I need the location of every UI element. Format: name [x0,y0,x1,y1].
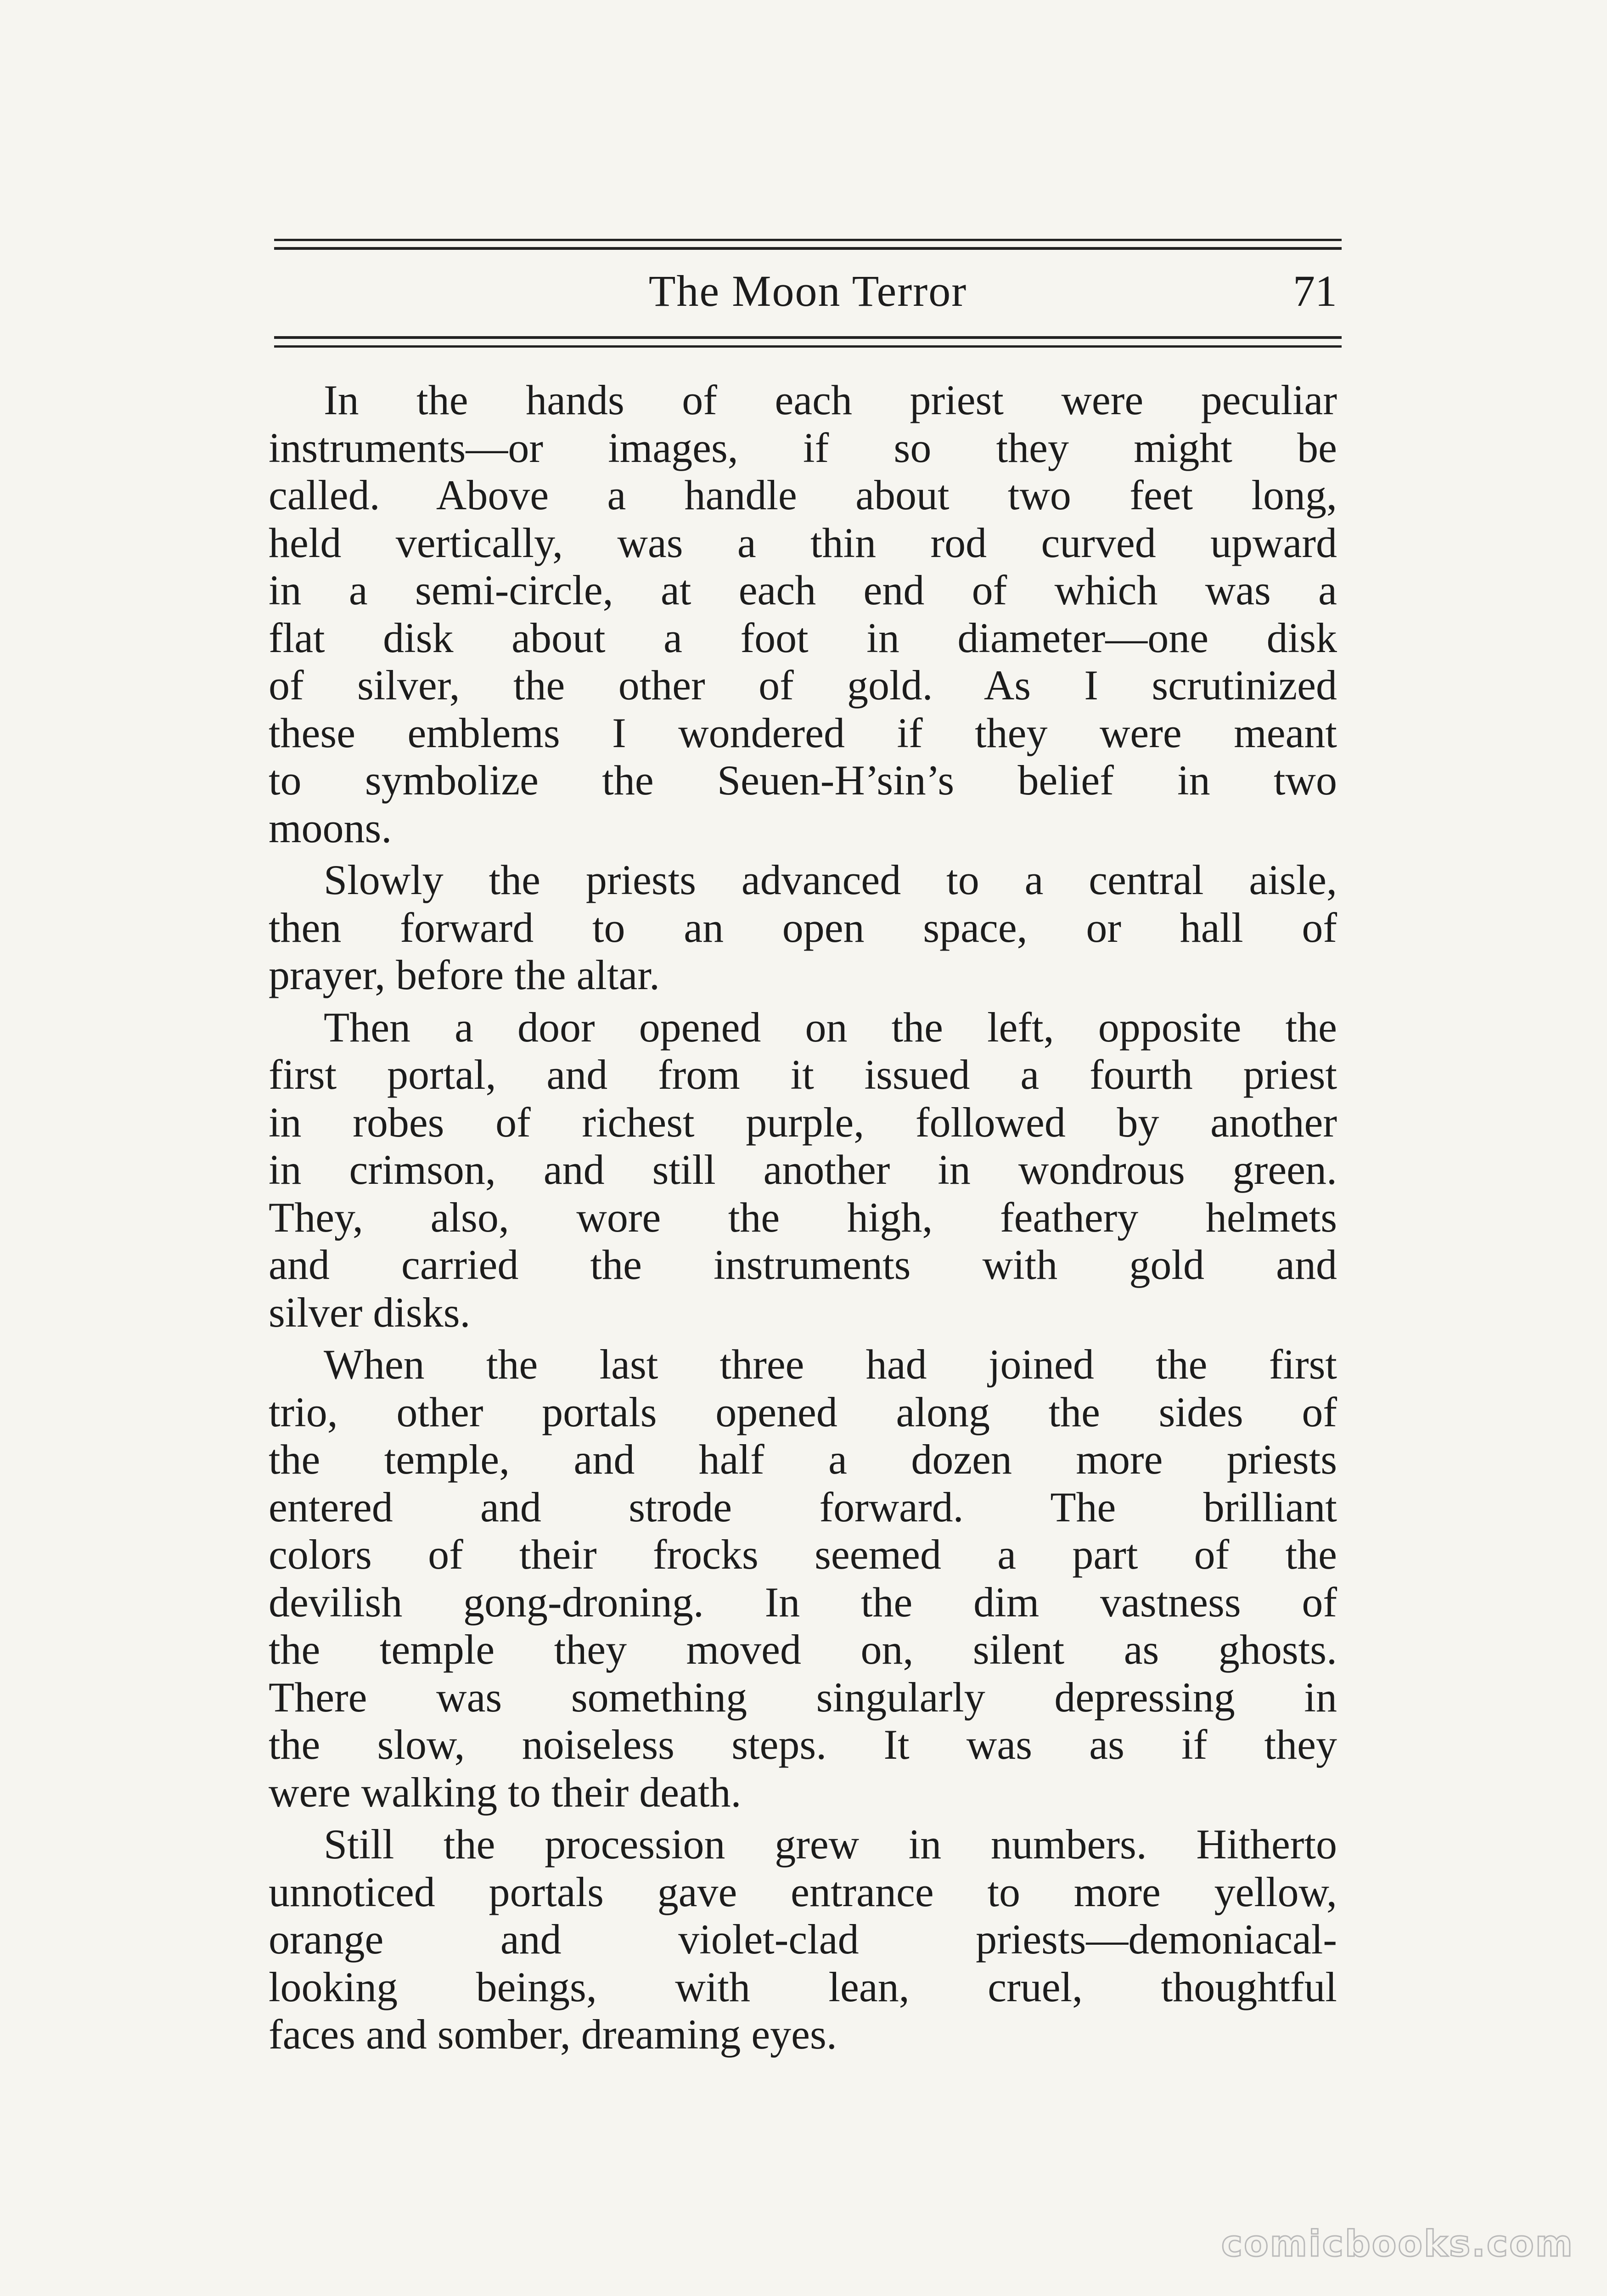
text-line: Then a door opened on the left, opposite the [324,1003,1337,1051]
text-line: of silver, the other of gold. As I scrutinized [269,662,1337,709]
paragraph [269,1341,1337,1816]
text-line: first portal, and from it issued a fourth priest [269,1051,1337,1098]
text-line: faces and somber, dreaming eyes. [269,2011,837,2058]
text-line: There was something singularly depressing in [269,1673,1337,1721]
header-rule-bottom-thin [274,345,1342,348]
text-line: prayer, before the altar. [269,951,660,998]
text-line: to symbolize the Seuen-H’sin’s belief in two [269,757,1337,804]
text-line: in a semi-circle, at each end of which was a [269,567,1337,613]
running-title: The Moon Terror [648,266,967,315]
paragraph [269,1821,1337,2059]
text-line: these emblems I wondered if they were meant [269,709,1337,756]
text-line: and carried the instruments with gold and [269,1241,1337,1288]
text-line: Slowly the priests advanced to a central aisle, [324,856,1337,903]
text-line: were walking to their death. [269,1768,742,1816]
text-line: colors of their frocks seemed a part of the [269,1531,1337,1578]
text-line: They, also, wore the high, feathery helmets [269,1193,1337,1241]
text-line: in crimson, and still another in wondrous green. [269,1146,1337,1193]
text-line: moons. [269,804,392,851]
text-line: in robes of richest purple, followed by another [269,1098,1337,1146]
text-line: orange and violet-clad priests—demoniacal- [269,1916,1337,1963]
text-line: held vertically, was a thin rod curved upward [269,519,1337,566]
text-line: looking beings, with lean, cruel, thoughtful [269,1963,1337,2010]
paragraph [269,856,1337,999]
header-rule-top-thick [274,247,1342,250]
text-line: instruments—or images, if so they might be [269,424,1337,471]
header-rule-bottom-thick [274,336,1342,339]
text-line: devilish gong-droning. In the dim vastness of [269,1578,1337,1626]
body-text [269,377,1337,2063]
text-line: silver disks. [269,1289,471,1336]
text-line: entered and strode forward. The brilliant [269,1483,1337,1531]
text-line: then forward to an open space, or hall of [269,904,1337,951]
header-rule-top-thin [274,239,1342,241]
text-line: Still the procession grew in numbers. Hitherto [324,1821,1337,1868]
text-line: flat disk about a foot in diameter—one disk [269,614,1337,661]
paragraph [269,377,1337,852]
text-line: trio, other portals opened along the sides of [269,1388,1337,1435]
text-line: When the last three had joined the first [324,1341,1337,1388]
text-line: the slow, noiseless steps. It was as if they [269,1721,1337,1768]
text-line: In the hands of each priest were peculiar [324,377,1337,423]
running-head [274,257,1342,331]
page-number: 71 [1293,266,1337,315]
text-line: the temple they moved on, silent as ghosts. [269,1626,1337,1673]
watermark: comicbooks.com [1221,2223,1574,2265]
text-line: the temple, and half a dozen more priests [269,1436,1337,1483]
text-line: called. Above a handle about two feet long, [269,472,1337,518]
text-line: unnoticed portals gave entrance to more yellow, [269,1868,1337,1915]
paragraph [269,1004,1337,1337]
